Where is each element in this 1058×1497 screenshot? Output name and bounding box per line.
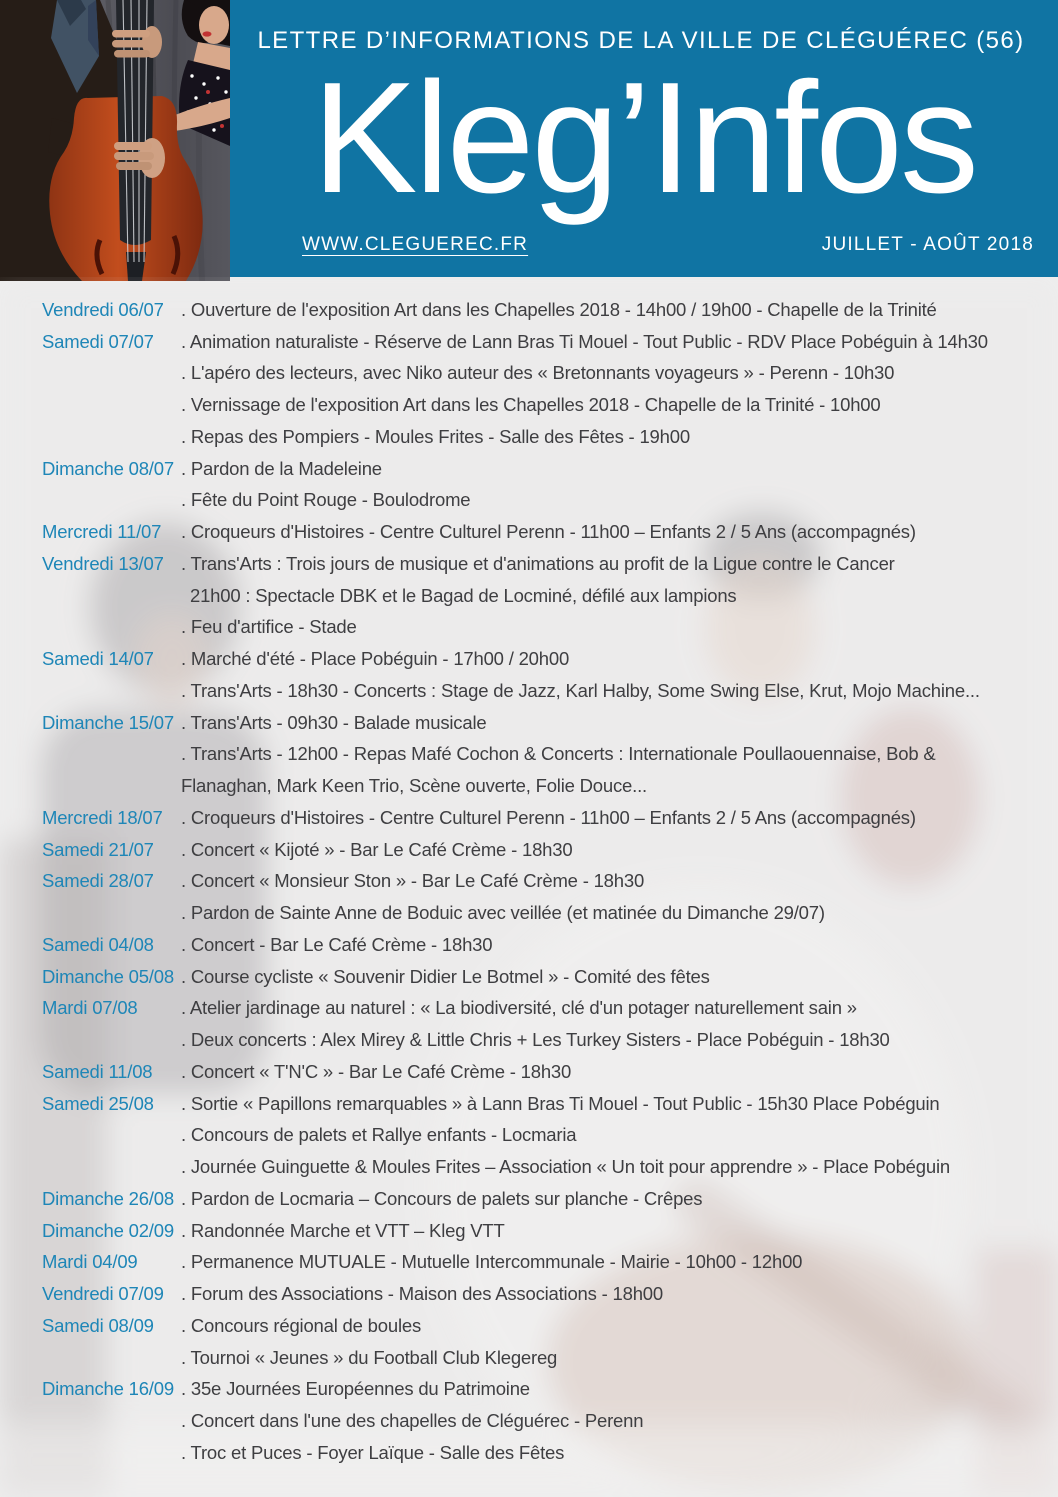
- event-date: Dimanche 08/07: [42, 457, 174, 479]
- event-row: [0, 1120, 1058, 1152]
- event-description: . 35e Journées Européennes du Patrimoine: [181, 1378, 530, 1400]
- event-description: . Journée Guinguette & Moules Frites – Association « Un toit pour apprendre » - Place Pobéguin: [181, 1156, 950, 1178]
- event-date: Samedi 04/08: [42, 933, 154, 955]
- event-row: [0, 485, 1058, 517]
- issue-period: JUILLET - AOÛT 2018: [821, 234, 1034, 255]
- event-description: . Marché d'été - Place Pobéguin - 17h00 / 20h00: [181, 648, 570, 670]
- event-row: [0, 453, 1058, 485]
- event-row: [0, 1278, 1058, 1310]
- event-row: [0, 1183, 1058, 1215]
- event-date: Samedi 28/07: [42, 870, 154, 892]
- event-row: [0, 1374, 1058, 1406]
- event-description: . Concours régional de boules: [181, 1314, 421, 1336]
- event-row: [0, 961, 1058, 993]
- newsletter-banner: [230, 0, 1058, 277]
- event-description: . Tournoi « Jeunes » du Football Club Klegereg: [181, 1346, 558, 1368]
- event-description: . Croqueurs d'Histoires - Centre Culturel Perenn - 11h00 – Enfants 2 / 5 Ans (accompagnés): [181, 806, 916, 828]
- event-date: Samedi 21/07: [42, 838, 154, 860]
- event-description: . Trans'Arts - 12h00 - Repas Mafé Cochon & Concerts : Internationale Poullaouennaise, Bob &: [181, 743, 936, 765]
- event-row: [0, 421, 1058, 453]
- event-description: . Pardon de Locmaria – Concours de palets sur planche - Crêpes: [181, 1187, 703, 1209]
- event-description: . Trans'Arts - 09h30 - Balade musicale: [181, 711, 487, 733]
- event-row: [0, 897, 1058, 929]
- event-description: . Feu d'artifice - Stade: [181, 616, 357, 638]
- event-row: [0, 1437, 1058, 1469]
- event-row: [0, 993, 1058, 1025]
- event-date: Mardi 07/08: [42, 997, 138, 1019]
- event-row: [0, 643, 1058, 675]
- event-description: 21h00 : Spectacle DBK et le Bagad de Locminé, défilé aux lampions: [190, 584, 737, 606]
- event-date: Vendredi 07/09: [42, 1283, 164, 1305]
- event-row: [0, 516, 1058, 548]
- event-description: . Pardon de la Madeleine: [181, 457, 382, 479]
- event-description: . Sortie « Papillons remarquables » à Lann Bras Ti Mouel - Tout Public - 15h30 Place Pobéguin: [181, 1092, 940, 1114]
- event-row: [0, 707, 1058, 739]
- event-description: . Concert dans l'une des chapelles de Cléguérec - Perenn: [181, 1410, 644, 1432]
- event-date: Samedi 11/08: [42, 1060, 153, 1082]
- event-description: . Trans'Arts : Trois jours de musique et d'animations au profit de la Ligue contre le Cancer: [181, 552, 895, 574]
- event-row: [0, 1024, 1058, 1056]
- event-row: [0, 1151, 1058, 1183]
- event-description: . Concours de palets et Rallye enfants - Locmaria: [181, 1124, 577, 1146]
- event-row: [0, 1247, 1058, 1279]
- event-date: Dimanche 16/09: [42, 1378, 174, 1400]
- event-description: Flanaghan, Mark Keen Trio, Scène ouverte, Folie Douce...: [181, 775, 647, 797]
- event-description: . Vernissage de l'exposition Art dans les Chapelles 2018 - Chapelle de la Trinité - 10h00: [181, 394, 881, 416]
- event-description: . Ouverture de l'exposition Art dans les Chapelles 2018 - 14h00 / 19h00 - Chapelle de la Trinité: [181, 298, 937, 320]
- event-row: [0, 1342, 1058, 1374]
- event-description: . Permanence MUTUALE - Mutuelle Intercommunale - Mairie - 10h00 - 12h00: [181, 1251, 803, 1273]
- event-description: . Trans'Arts - 18h30 - Concerts : Stage de Jazz, Karl Halby, Some Swing Else, Krut, Mojo Machine...: [181, 679, 980, 701]
- event-row: [0, 802, 1058, 834]
- event-description: . Fête du Point Rouge - Boulodrome: [181, 489, 471, 511]
- newsletter-tagline: LETTRE D’INFORMATIONS DE LA VILLE DE CLÉGUÉREC (56): [257, 27, 1025, 54]
- event-date: Mercredi 11/07: [42, 521, 162, 543]
- event-date: Dimanche 15/07: [42, 711, 174, 733]
- event-row: [0, 580, 1058, 612]
- event-description: . Concert « T'N'C » - Bar Le Café Crème - 18h30: [181, 1060, 572, 1082]
- events-list: [0, 277, 1058, 1469]
- event-row: [0, 1215, 1058, 1247]
- event-row: [0, 548, 1058, 580]
- event-description: . Randonnée Marche et VTT – Kleg VTT: [181, 1219, 505, 1241]
- musicians-photo-illustration: [0, 0, 230, 281]
- event-date: Samedi 08/09: [42, 1314, 154, 1336]
- event-date: Vendredi 06/07: [42, 298, 164, 320]
- event-description: . Croqueurs d'Histoires - Centre Culturel Perenn - 11h00 – Enfants 2 / 5 Ans (accompagnés): [181, 521, 916, 543]
- musicians-photo: [0, 0, 230, 281]
- event-date: Vendredi 13/07: [42, 552, 164, 574]
- event-date: Mardi 04/09: [42, 1251, 138, 1273]
- event-description: . Animation naturaliste - Réserve de Lann Bras Ti Mouel - Tout Public - RDV Place Pobéguin à 14h30: [181, 330, 988, 352]
- event-date: Samedi 25/08: [42, 1092, 154, 1114]
- event-row: [0, 1405, 1058, 1437]
- event-date: Dimanche 02/09: [42, 1219, 174, 1241]
- event-row: [0, 929, 1058, 961]
- event-date: Dimanche 26/08: [42, 1187, 174, 1209]
- event-description: . L'apéro des lecteurs, avec Niko auteur des « Bretonnants voyageurs » - Perenn - 10h30: [181, 362, 895, 384]
- event-description: . Concert « Monsieur Ston » - Bar Le Café Crème - 18h30: [181, 870, 645, 892]
- event-description: . Deux concerts : Alex Mirey & Little Chris + Les Turkey Sisters - Place Pobéguin - 18h30: [181, 1029, 890, 1051]
- newsletter-title: Kleg’Infos: [312, 50, 976, 226]
- event-date: Dimanche 05/08: [42, 965, 174, 987]
- event-row: [0, 739, 1058, 771]
- event-row: [0, 358, 1058, 390]
- event-row: [0, 675, 1058, 707]
- event-row: [0, 1088, 1058, 1120]
- event-description: . Course cycliste « Souvenir Didier Le Botmel » - Comité des fêtes: [181, 965, 710, 987]
- event-description: . Concert « Kijoté » - Bar Le Café Crème - 18h30: [181, 838, 573, 860]
- event-row: [0, 1310, 1058, 1342]
- event-description: . Troc et Puces - Foyer Laïque - Salle des Fêtes: [181, 1441, 565, 1463]
- event-row: [0, 834, 1058, 866]
- event-row: [0, 389, 1058, 421]
- event-description: . Atelier jardinage au naturel : « La biodiversité, clé d'un potager naturellement sain »: [181, 997, 857, 1019]
- event-row: [0, 770, 1058, 802]
- event-date: Samedi 07/07: [42, 330, 154, 352]
- event-date: Mercredi 18/07: [42, 806, 163, 828]
- event-row: [0, 612, 1058, 644]
- event-row: [0, 1056, 1058, 1088]
- event-row: [0, 294, 1058, 326]
- website-link[interactable]: WWW.CLEGUEREC.FR: [302, 234, 529, 255]
- event-description: . Concert - Bar Le Café Crème - 18h30: [181, 933, 493, 955]
- event-date: Samedi 14/07: [42, 648, 154, 670]
- event-description: . Pardon de Sainte Anne de Boduic avec veillée (et matinée du Dimanche 29/07): [181, 902, 825, 924]
- event-description: . Forum des Associations - Maison des Associations - 18h00: [181, 1283, 663, 1305]
- event-row: [0, 866, 1058, 898]
- event-row: [0, 326, 1058, 358]
- event-description: . Repas des Pompiers - Moules Frites - Salle des Fêtes - 19h00: [181, 425, 690, 447]
